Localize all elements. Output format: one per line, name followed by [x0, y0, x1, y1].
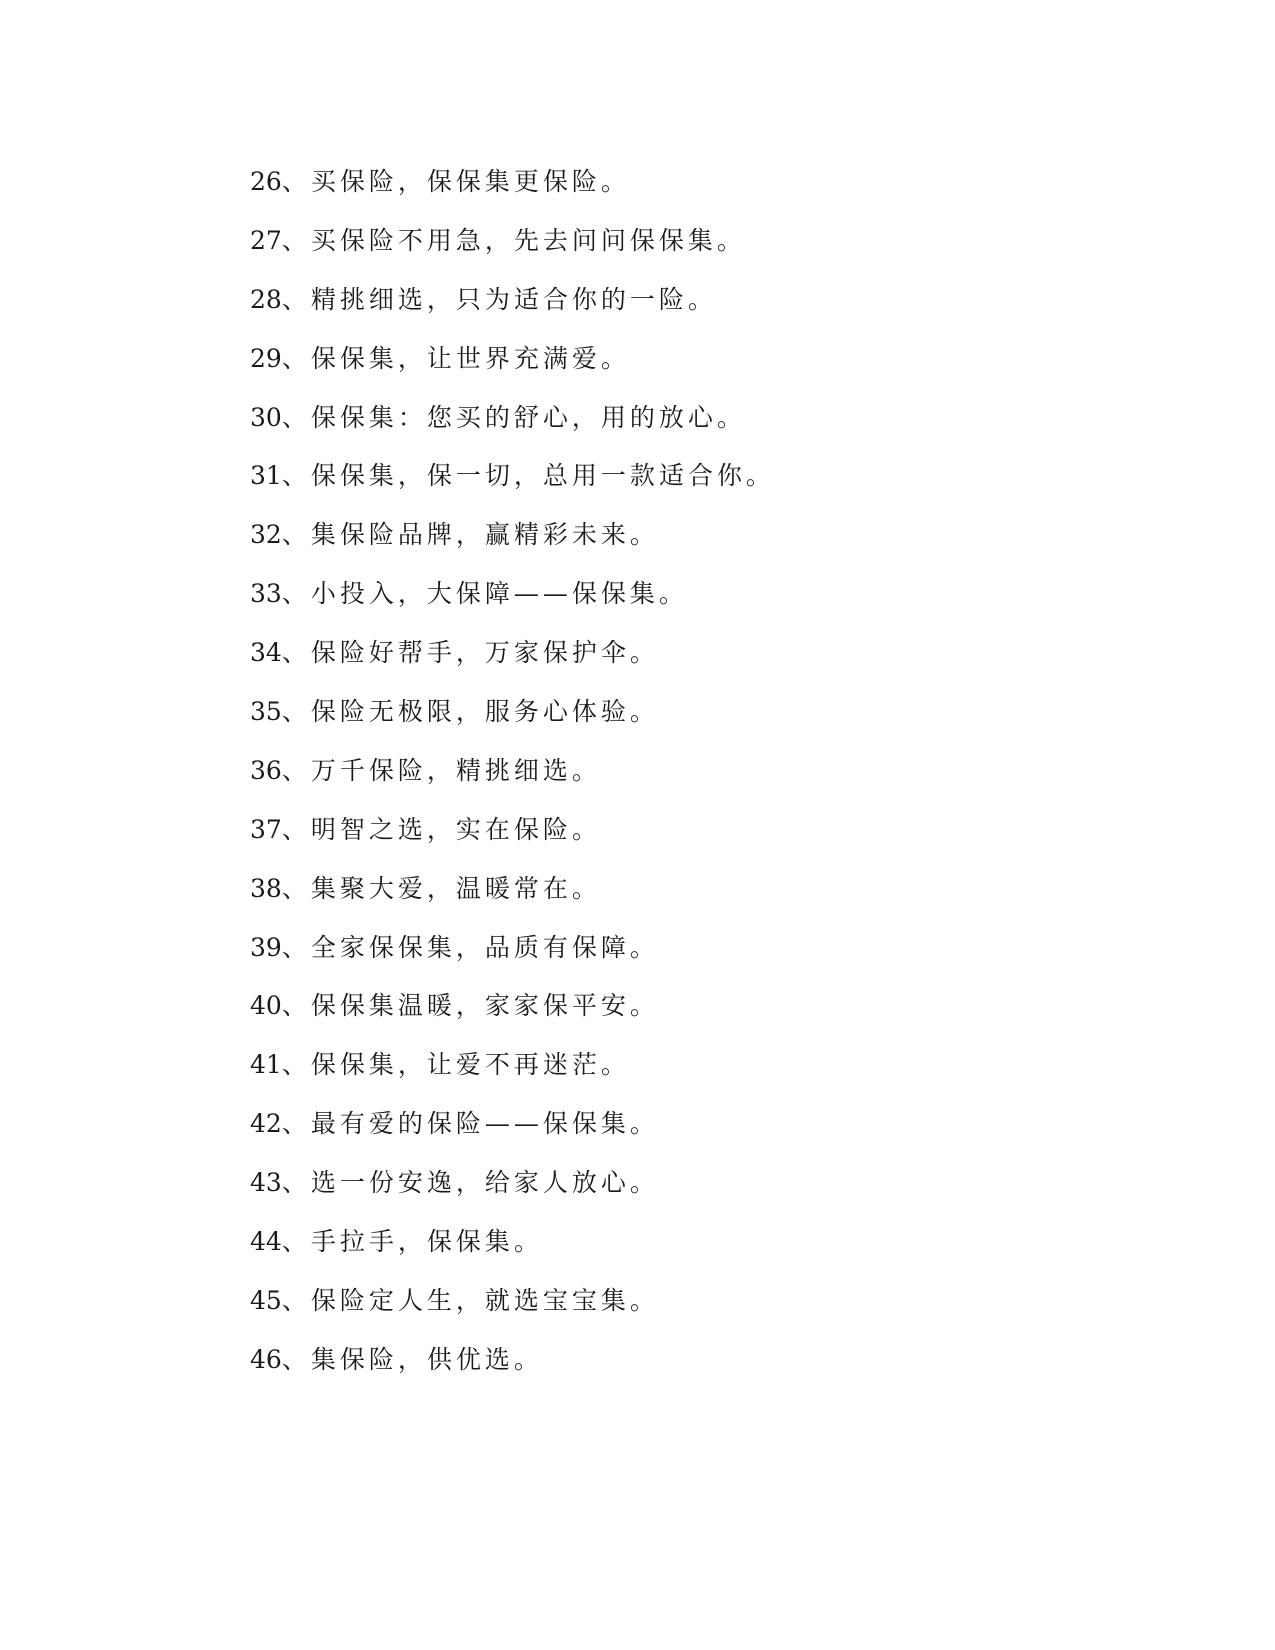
item-number: 27	[250, 225, 282, 255]
item-text: 、保保集温暖，家家保平安。	[281, 991, 659, 1021]
item-text: 、小投入，大保障——保保集。	[281, 579, 688, 609]
item-text: 、选一份安逸，给家人放心。	[281, 1168, 659, 1198]
item-text: 、保险好帮手，万家保护伞。	[281, 638, 659, 668]
list-item	[250, 337, 775, 396]
list-item	[250, 396, 775, 455]
item-number: 36	[250, 755, 282, 785]
list-item	[250, 926, 775, 985]
item-text: 、集保险，供优选。	[281, 1344, 543, 1374]
item-number: 42	[250, 1109, 282, 1139]
list-item	[250, 572, 775, 631]
item-number: 45	[250, 1285, 282, 1315]
item-text: 、最有爱的保险——保保集。	[281, 1109, 659, 1139]
item-number: 33	[250, 579, 282, 609]
list-item	[250, 160, 775, 219]
list-item	[250, 867, 775, 926]
list-item	[250, 984, 775, 1043]
item-number: 37	[250, 814, 282, 844]
item-text: 、手拉手，保保集。	[281, 1227, 543, 1257]
list-item	[250, 808, 775, 867]
item-number: 44	[250, 1227, 282, 1257]
item-number: 38	[250, 873, 282, 903]
item-text: 、买保险不用急，先去问问保保集。	[281, 225, 746, 255]
item-number: 30	[250, 402, 282, 432]
item-number: 40	[250, 991, 282, 1021]
item-text: 、全家保保集，品质有保障。	[281, 932, 659, 962]
list-item	[250, 454, 775, 513]
item-text: 、保险定人生，就选宝宝集。	[281, 1285, 659, 1315]
list-item	[250, 1102, 775, 1161]
item-text: 、买保险，保保集更保险。	[281, 167, 630, 196]
slogan-list	[250, 160, 775, 1397]
item-number: 31	[250, 461, 282, 491]
item-number: 43	[250, 1168, 282, 1198]
item-number: 28	[250, 284, 282, 314]
item-number: 35	[250, 697, 282, 727]
list-item	[250, 219, 775, 278]
list-item	[250, 749, 775, 808]
list-item	[250, 631, 775, 690]
list-item	[250, 1161, 775, 1220]
list-item	[250, 278, 775, 337]
item-text: 、万千保险，精挑细选。	[281, 755, 601, 785]
item-text: 、保保集，让世界充满爱。	[281, 343, 630, 373]
item-number: 46	[250, 1344, 282, 1374]
item-text: 、明智之选，实在保险。	[281, 814, 601, 844]
item-number: 39	[250, 932, 282, 962]
list-item	[250, 513, 775, 572]
list-item	[250, 1338, 775, 1397]
item-number: 34	[250, 638, 282, 668]
list-item	[250, 690, 775, 749]
item-text: 、集聚大爱，温暖常在。	[281, 873, 601, 903]
item-text: 、保保集：您买的舒心，用的放心。	[281, 402, 746, 432]
item-number: 26	[250, 167, 282, 196]
item-number: 32	[250, 520, 282, 550]
item-number: 41	[250, 1050, 282, 1080]
item-number: 29	[250, 343, 282, 373]
list-item	[250, 1043, 775, 1102]
item-text: 、精挑细选，只为适合你的一险。	[281, 284, 717, 314]
list-item	[250, 1279, 775, 1338]
item-text: 、集保险品牌，赢精彩未来。	[281, 520, 659, 550]
item-text: 、保保集，让爱不再迷茫。	[281, 1050, 630, 1080]
item-text: 、保保集，保一切，总用一款适合你。	[281, 461, 775, 491]
item-text: 、保险无极限，服务心体验。	[281, 697, 659, 727]
list-item	[250, 1220, 775, 1279]
